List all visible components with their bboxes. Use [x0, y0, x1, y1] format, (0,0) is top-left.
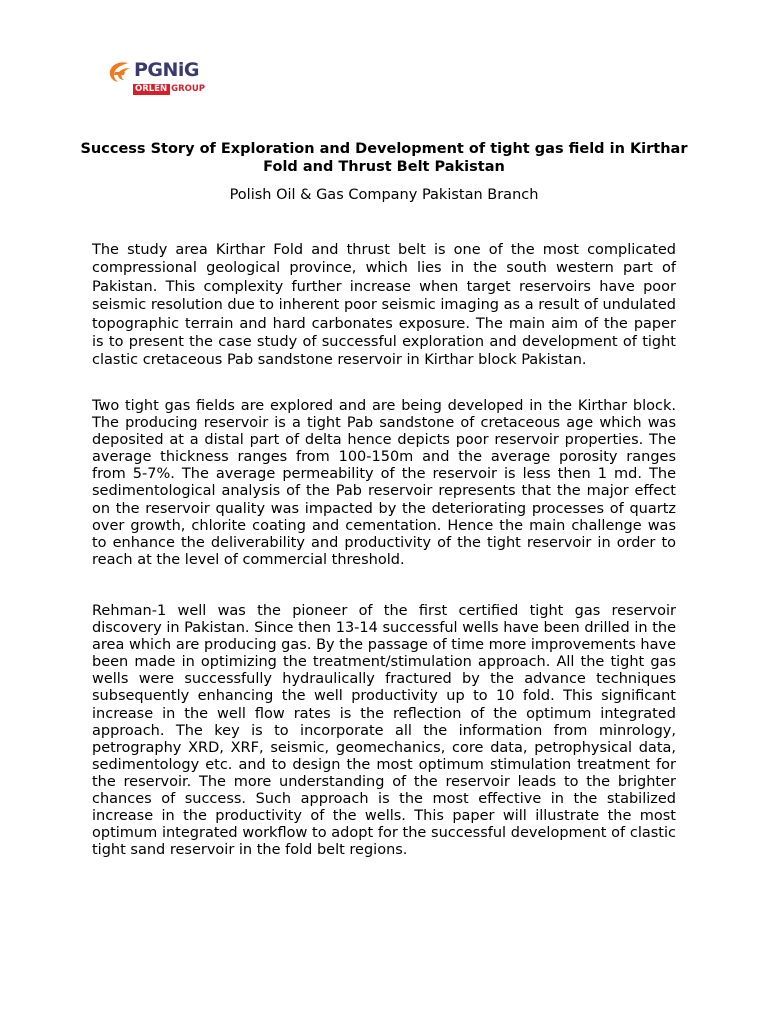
body-paragraph: Two tight gas fields are explored and are being developed in the Kirthar block. The producing reservoir is a tight Pab sandstone of cretaceous age which was deposited at a distal part of delta hence depicts poor reservoir properties. The average thickness ranges from 100-150m and the average porosity ranges from 5-7%. The average permeability of the reservoir is less then 1 md. The sedimentological analysis of the Pab reservoir represents that the major effect on the reservoir quality was impacted by the deteriorating processes of quartz over growth, chlorite coating and cementation. Hence the main challenge was to enhance the deliverability and productivity of the tight reservoir in order to reach at the level of commercial threshold.	[92, 398, 676, 568]
logo-wordmark: PGNiG	[134, 59, 200, 81]
company-logo	[106, 58, 216, 98]
document-subtitle: Polish Oil & Gas Company Pakistan Branch	[229, 187, 539, 203]
logo-orlen-label: ORLEN	[133, 84, 170, 95]
logo-group-badge	[133, 84, 205, 95]
body-paragraph: The study area Kirthar Fold and thrust belt is one of the most complicated compressional geological province, which lies in the south western part of Pakistan. This complexity further increase when target reservoirs have poor seismic resolution due to inherent poor seismic imaging as a result of undulated topographic terrain and hard carbonates exposure. The main aim of the paper is to present the case study of successful exploration and development of tight clastic cretaceous Pab sandstone reservoir in Kirthar block Pakistan.	[92, 242, 676, 369]
flame-icon	[106, 60, 132, 84]
body-paragraph: Rehman-1 well was the pioneer of the first certified tight gas reservoir discovery in Pakistan. Since then 13-14 successful wells have been drilled in the area which are producing gas. By the passage of time more improvements have been made in optimizing the treatment/stimulation approach. All the tight gas wells were successfully hydraulically fractured by the advance techniques subsequently enhancing the well productivity up to 10 fold. This significant increase in the well flow rates is the reflection of the optimum integrated approach. The key is to incorporate all the information from minrology, petrography XRD, XRF, seismic, geomechanics, core data, petrophysical data, sedimentology etc. and to design the most optimum stimulation treatment for the reservoir. The more understanding of the reservoir leads to the brighter chances of success. Such approach is the most effective in the stabilized increase in the productivity of the wells. This paper will illustrate the most optimum integrated workflow to adopt for the successful development of clastic tight sand reservoir in the fold belt regions.	[92, 603, 676, 859]
logo-group-label: GROUP	[171, 84, 205, 94]
document-title: Success Story of Exploration and Development of tight gas field in Kirthar Fold and Thrust Belt Pakistan	[80, 141, 688, 175]
